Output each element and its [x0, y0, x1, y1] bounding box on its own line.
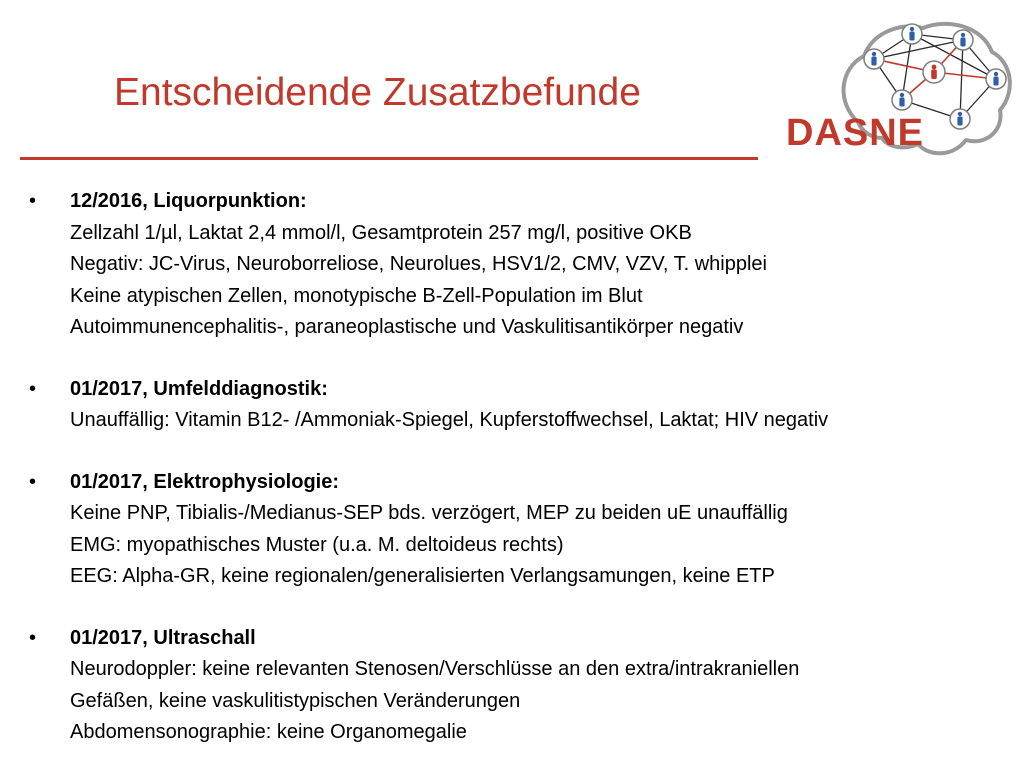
finding-heading: 01/2017, Umfelddiagnostik:: [70, 377, 328, 400]
finding-section: [0, 374, 1024, 437]
finding-line: Keine atypischen Zellen, monotypische B-Zell-Population im Blut: [70, 284, 643, 307]
finding-line: Abdomensonographie: keine Organomegalie: [70, 721, 467, 743]
bullet-icon: •: [29, 377, 37, 400]
finding-section: [0, 186, 1024, 344]
finding-body: [70, 623, 1024, 749]
bullet-icon: •: [29, 470, 37, 493]
finding-body: [70, 186, 1024, 344]
bullet-icon: •: [29, 626, 37, 649]
finding-line: Gefäßen, keine vaskulitistypischen Veränderungen: [70, 689, 521, 712]
finding-line: Negativ: JC-Virus, Neuroborreliose, Neurolues, HSV1/2, CMV, VZV, T. whipplei: [70, 253, 767, 275]
finding-body: [70, 467, 1024, 593]
finding-section: [0, 467, 1024, 593]
finding-heading: 01/2017, Ultraschall: [70, 626, 256, 649]
finding-line: Zellzahl 1/µl, Laktat 2,4 mmol/l, Gesamtprotein 257 mg/l, positive OKB: [70, 221, 692, 244]
finding-line: Neurodoppler: keine relevanten Stenosen/Verschlüsse an den extra/intrakraniellen: [70, 658, 800, 680]
finding-line: Autoimmunencephalitis-, paraneoplastische und Vaskulitisantikörper negativ: [70, 316, 744, 338]
finding-line: EEG: Alpha-GR, keine regionalen/generalisierten Verlangsamungen, keine ETP: [70, 565, 775, 587]
dasne-logo-text: DASNE: [786, 112, 925, 154]
findings-list: [0, 186, 1024, 779]
finding-line: EMG: myopathisches Muster (u.a. M. deltoideus rechts): [70, 533, 564, 556]
finding-heading: 12/2016, Liquorpunktion:: [70, 190, 307, 212]
finding-heading: 01/2017, Elektrophysiologie:: [70, 470, 339, 493]
title-underline: [20, 157, 758, 160]
finding-section: [0, 623, 1024, 749]
finding-line: Unauffällig: Vitamin B12- /Ammoniak-Spiegel, Kupferstoffwechsel, Laktat; HIV negativ: [70, 409, 829, 431]
slide-title: Entscheidende Zusatzbefunde: [114, 71, 641, 114]
finding-line: Keine PNP, Tibialis-/Medianus-SEP bds. verzögert, MEP zu beiden uE unauffällig: [70, 502, 788, 524]
finding-body: [70, 374, 1024, 437]
bullet-icon: •: [29, 190, 37, 212]
